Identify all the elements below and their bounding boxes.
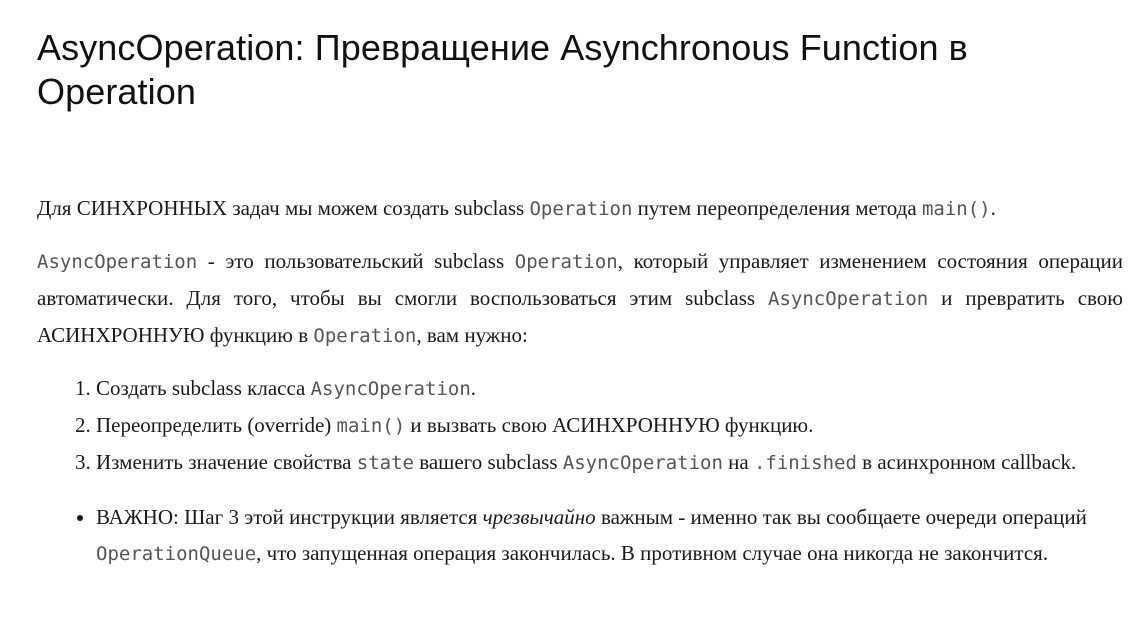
step-text: в асинхронном callback.: [856, 450, 1077, 474]
step-item: [96, 444, 1123, 481]
note-list: [37, 499, 1123, 572]
page-title: AsyncOperation: Превращение Asynchronous Function в Operation: [37, 27, 968, 112]
steps-list: [37, 370, 1123, 481]
intro-text: путем переопределения метода: [632, 196, 922, 220]
code-operationqueue: OperationQueue: [96, 543, 257, 565]
important-note: [96, 499, 1123, 572]
code-asyncoperation: AsyncOperation: [37, 251, 198, 273]
note-text: важным - именно так вы сообщаете очереди операций: [595, 505, 1087, 529]
code-state: state: [356, 452, 414, 474]
step-text: вашего subclass: [413, 450, 563, 474]
description-text: , вам нужно:: [416, 323, 528, 347]
note-emphasis: чрезвычайно: [482, 505, 596, 529]
description-text: , который управляет изменением состояния операции автоматически. Для того, чтобы вы смогли воспользоваться этим subclass: [37, 249, 1123, 310]
note-text: , что запущенная операция закончилась. В противном случае она никогда не закончится.: [256, 541, 1049, 565]
description-text: и превратить свою АСИНХРОННУЮ функцию в: [37, 286, 1123, 347]
code-operation: Operation: [514, 251, 618, 273]
code-finished: .finished: [753, 452, 857, 474]
document-body: [37, 190, 1123, 572]
intro-paragraph: [37, 190, 1123, 227]
code-main: main(): [336, 415, 406, 437]
step-item: [96, 407, 1123, 444]
step-text: и вызвать свою АСИНХРОННУЮ функцию.: [405, 413, 814, 437]
code-asyncoperation: AsyncOperation: [310, 378, 471, 400]
code-asyncoperation: AsyncOperation: [562, 452, 723, 474]
note-text: ВАЖНО: Шаг 3 этой инструкции является: [96, 505, 483, 529]
step-text: .: [470, 376, 477, 400]
document-page: [37, 26, 1123, 572]
code-operation: Operation: [313, 325, 417, 347]
code-asyncoperation: AsyncOperation: [768, 288, 929, 310]
step-item: [96, 370, 1123, 407]
step-text: на: [722, 450, 754, 474]
code-operation: Operation: [529, 198, 633, 220]
code-main: main(): [921, 198, 991, 220]
intro-text: Для СИНХРОННЫХ задач мы можем создать subclass: [37, 196, 530, 220]
description-paragraph: [37, 243, 1123, 354]
description-text: - это пользовательский subclass: [197, 249, 515, 273]
step-text: Изменить значение свойства: [96, 450, 357, 474]
step-text: Создать subclass класса: [96, 376, 311, 400]
intro-text: .: [990, 196, 996, 220]
step-text: Переопределить (override): [96, 413, 337, 437]
